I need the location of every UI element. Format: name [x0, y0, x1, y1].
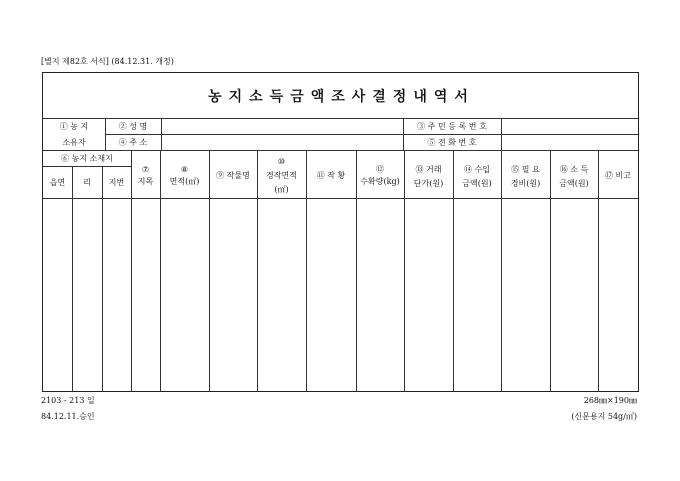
col-cultivated-area: 경작면적 — [266, 171, 297, 180]
name-label: ② 성 명 — [118, 122, 148, 131]
footer-paper: (신문용지 54g/㎡) — [571, 412, 637, 421]
address-label: ④ 주 소 — [118, 138, 148, 147]
rule-v-name-label — [161, 118, 162, 150]
col-cultivated-area-number: ⑩ — [277, 157, 286, 166]
rule-header-bottom — [43, 198, 638, 199]
rule-v-col-jibeon — [102, 166, 103, 391]
rule-location-mid — [43, 166, 131, 167]
phone-label: ⑤ 전 화 번 호 — [427, 138, 477, 147]
col-expense-line1: ⑮ 필 요 — [511, 165, 540, 174]
resident-number-label: ③ 주 민 등 록 번 호 — [417, 122, 487, 131]
col-income-line1: ⑭ 수입 — [464, 165, 490, 174]
col-eupmyeon: 읍면 — [49, 178, 66, 187]
col-crop-condition: ⑪ 작 황 — [316, 171, 346, 180]
rule-owner-mid — [105, 134, 638, 135]
col-area: 면적(㎡) — [169, 177, 200, 186]
col-expense-line2: 경비(원) — [510, 179, 541, 188]
col-jimok: 지목 — [137, 177, 154, 186]
col-ri: 리 — [83, 178, 91, 187]
rule-owner-bottom — [43, 150, 638, 151]
owner-label-line1: ① 농 지 — [59, 122, 89, 131]
form-table — [42, 72, 639, 392]
col-trade-price-line1: ⑬ 거래 — [415, 165, 442, 174]
form-title: 농지소득금액조사결정내역서 — [208, 89, 475, 105]
form-code: [별지 제82호 서식] (84.12.31. 개정) — [41, 57, 174, 66]
rule-v-col-ri — [72, 166, 73, 391]
col-area-number: ⑧ — [180, 165, 189, 174]
col-yield-number: ⑫ — [376, 165, 384, 174]
col-cultivated-area-unit: (㎡) — [274, 185, 289, 194]
col-jimok-number: ⑦ — [141, 165, 150, 174]
owner-label-line2: 소유자 — [62, 138, 86, 147]
col-income-line2: 금액(원) — [462, 179, 492, 188]
col-earned-line2: 금액(원) — [559, 179, 589, 188]
col-crop: ⑨ 작물명 — [216, 171, 250, 180]
col-trade-price-line2: 단가(원) — [413, 179, 444, 188]
footer-approval: 84.12.11.승인 — [41, 412, 95, 421]
col-remarks: ⑰ 비고 — [605, 171, 631, 180]
col-jibeon: 지번 — [108, 178, 125, 187]
location-group-header: ⑥ 농지 소재지 — [61, 154, 113, 163]
rule-v-resident-value — [501, 118, 502, 150]
rule-v-col-remarks — [598, 150, 599, 391]
col-earned-line1: ⑯ 소 득 — [559, 165, 589, 174]
footer-form-number: 2103 - 213 일 — [41, 396, 95, 405]
rule-v-col-condition — [306, 150, 307, 391]
footer-size: 268㎜×190㎜ — [583, 396, 637, 405]
rule-title-bottom — [43, 118, 638, 119]
col-yield: 수확량(kg) — [360, 177, 400, 186]
rule-v-col-crop — [209, 150, 210, 391]
